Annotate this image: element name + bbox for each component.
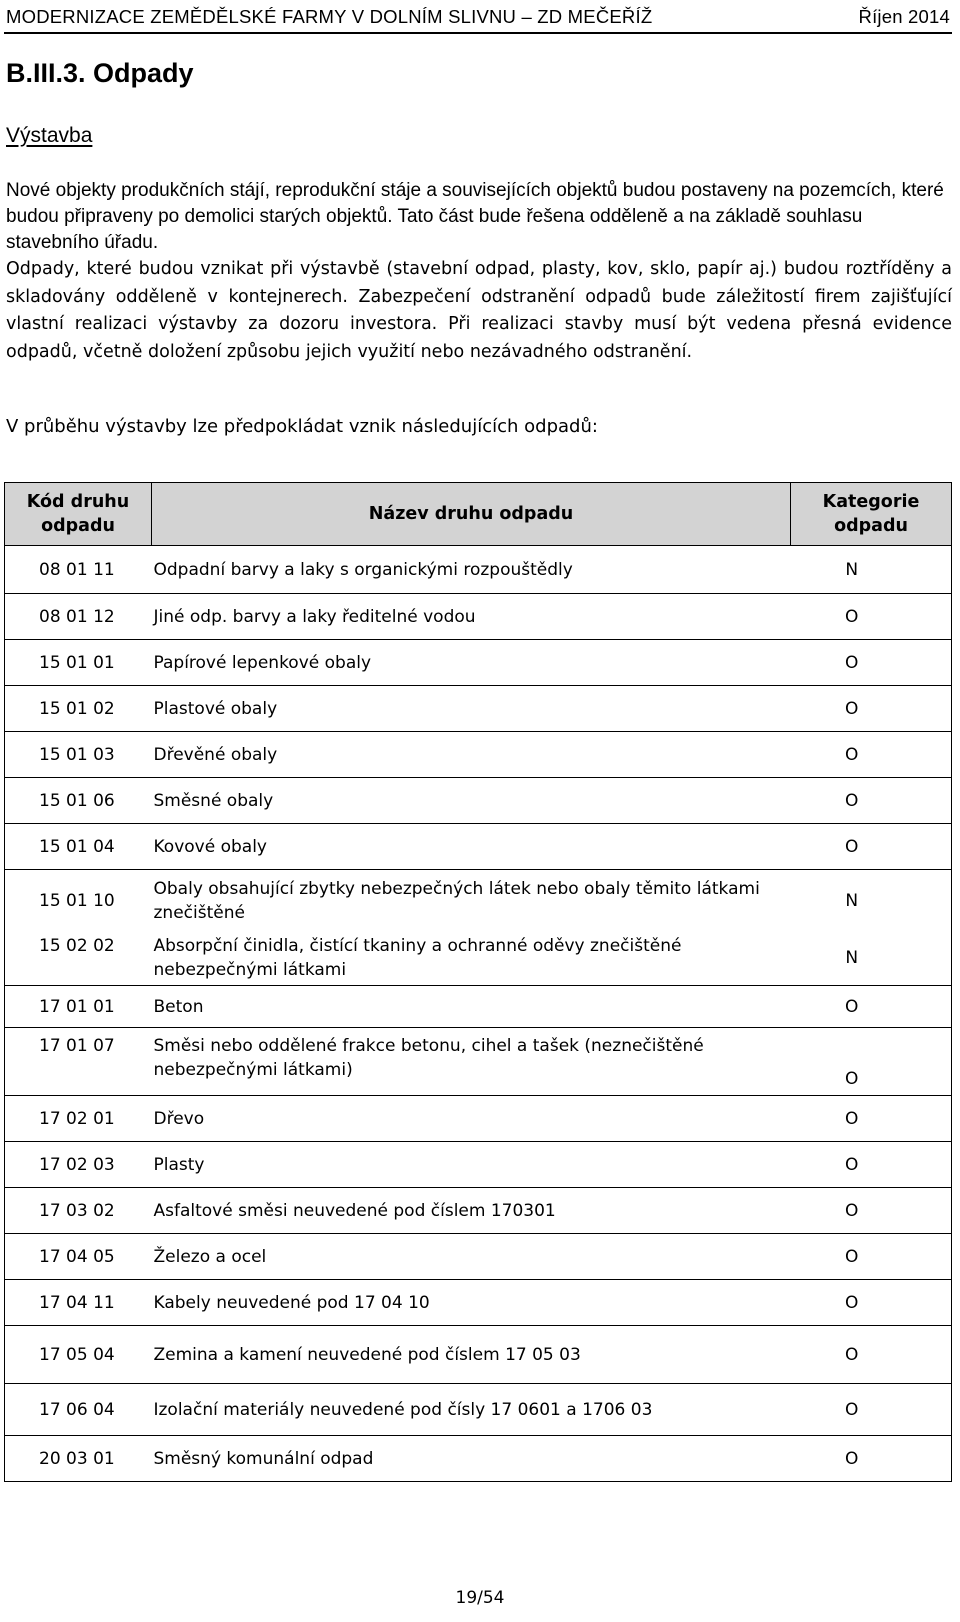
table-row: [5, 1326, 952, 1384]
waste-code: 15 02 02: [39, 935, 115, 956]
waste-name: Směsi nebo oddělené frakce betonu, cihel a tašek (neznečištěné nebezpečnými látkami): [152, 1028, 791, 1096]
waste-code: 08 01 11: [5, 546, 152, 594]
waste-name: Kovové obaly: [152, 824, 791, 870]
waste-name: Izolační materiály neuvedené pod čísly 17 0601 a 1706 03: [152, 1384, 791, 1436]
waste-table-body: [5, 546, 952, 1482]
waste-name: Obaly obsahující zbytky nebezpečných látek nebo obaly těmito látkami znečištěné: [152, 870, 791, 932]
header-code: Kód druhu odpadu: [5, 483, 152, 546]
waste-name: Asfaltové směsi neuvedené pod číslem 170301: [152, 1188, 791, 1234]
waste-category: O: [791, 1234, 952, 1280]
table-row: [5, 932, 952, 986]
paragraph-waste-handling: Odpady, které budou vznikat při výstavbě (stavební odpad, plasty, kov, sklo, papír aj.) budou roztříděny a skladovány odděleně v kontejnerech. Zabezpečení odstranění odpadů bude záležitostí firem zajišťující vlastní realizaci výstavby za dozoru investora. Při realizaci stavby musí být vedena přesná evidence odpadů, včetně doložení způsobu jejich využití nebo nezávadného odstranění.: [6, 259, 952, 362]
waste-name: Papírové lepenkové obaly: [152, 640, 791, 686]
waste-code: 15 01 03: [5, 732, 152, 778]
waste-name: Dřevo: [152, 1096, 791, 1142]
document-title: MODERNIZACE ZEMĚDĚLSKÉ FARMY V DOLNÍM SLIVNU – ZD MEČEŘÍŽ: [6, 6, 653, 27]
page-number: 19/54: [455, 1588, 505, 1608]
waste-code: 15 01 02: [5, 686, 152, 732]
document-date: Říjen 2014: [858, 6, 950, 27]
waste-name: Kabely neuvedené pod 17 04 10: [152, 1280, 791, 1326]
waste-category: O: [791, 1096, 952, 1142]
table-intro: V průběhu výstavby lze předpokládat vznik následujících odpadů:: [6, 416, 598, 437]
subsection-heading: Výstavba: [6, 124, 93, 147]
waste-category: O: [791, 1028, 952, 1096]
waste-code: 17 02 01: [5, 1096, 152, 1142]
waste-code: 17 02 03: [5, 1142, 152, 1188]
waste-category: O: [791, 986, 952, 1028]
waste-name: Plasty: [152, 1142, 791, 1188]
waste-name: Odpadní barvy a laky s organickými rozpouštědly: [152, 546, 791, 594]
waste-category: O: [791, 594, 952, 640]
waste-name: Beton: [152, 986, 791, 1028]
waste-name: Zemina a kamení neuvedené pod číslem 17 05 03: [152, 1326, 791, 1384]
waste-code: 17 03 02: [5, 1188, 152, 1234]
table-row: [5, 1234, 952, 1280]
waste-name: Železo a ocel: [152, 1234, 791, 1280]
table-row: [5, 732, 952, 778]
table-row: [5, 824, 952, 870]
waste-table: [4, 482, 952, 1482]
waste-name: Směsný komunální odpad: [152, 1436, 791, 1482]
table-row: [5, 778, 952, 824]
waste-name: Absorpční činidla, čistící tkaniny a ochranné oděvy znečištěné nebezpečnými látkami: [153, 935, 682, 980]
waste-category: O: [791, 1188, 952, 1234]
waste-code: 15 01 04: [5, 824, 152, 870]
waste-code: 15 01 06: [5, 778, 152, 824]
waste-category: O: [791, 1142, 952, 1188]
table-row: [5, 594, 952, 640]
header-name: Název druhu odpadu: [152, 483, 791, 546]
waste-category: N: [845, 948, 859, 969]
waste-category: O: [791, 778, 952, 824]
table-row: [5, 1142, 952, 1188]
waste-code: 15 01 10: [5, 870, 152, 932]
table-row: [5, 1096, 952, 1142]
waste-code: 08 01 12: [5, 594, 152, 640]
waste-category: O: [791, 1436, 952, 1482]
waste-category: O: [791, 732, 952, 778]
header-category: Kategorie odpadu: [791, 483, 952, 546]
table-row: [5, 546, 952, 594]
waste-code: 17 04 11: [5, 1280, 152, 1326]
table-row: [5, 870, 952, 932]
table-row: [5, 1188, 952, 1234]
waste-code: 17 04 05: [5, 1234, 152, 1280]
waste-category: O: [791, 1326, 952, 1384]
waste-category: N: [791, 546, 952, 594]
waste-name: Směsné obaly: [152, 778, 791, 824]
waste-name: Plastové obaly: [152, 686, 791, 732]
waste-category: O: [791, 824, 952, 870]
table-row: [5, 1436, 952, 1482]
table-row: [5, 1028, 952, 1096]
waste-name: Dřevěné obaly: [152, 732, 791, 778]
table-header-row: [5, 483, 952, 546]
waste-category: O: [791, 1280, 952, 1326]
table-row: [5, 640, 952, 686]
table-row: [5, 1384, 952, 1436]
table-row: [5, 1280, 952, 1326]
waste-code: 17 01 01: [5, 986, 152, 1028]
waste-code: 17 01 07: [5, 1028, 152, 1096]
waste-code: 17 05 04: [5, 1326, 152, 1384]
waste-code: 15 01 01: [5, 640, 152, 686]
page-header: [4, 4, 952, 34]
waste-code: 17 06 04: [5, 1384, 152, 1436]
waste-category: N: [791, 870, 952, 932]
section-heading: B.III.3. Odpady: [6, 58, 194, 88]
paragraph-construction: Nové objekty produkčních stájí, reprodukční stáje a souvisejících objektů budou postaveny na pozemcích, které budou připraveny po demolici starých objektů. Tato část bude řešena odděleně a na základě souhlasu stavebního úřadu.: [6, 180, 944, 253]
waste-code: 20 03 01: [5, 1436, 152, 1482]
waste-category: O: [791, 1384, 952, 1436]
waste-category: O: [791, 640, 952, 686]
waste-category: O: [791, 686, 952, 732]
table-row: [5, 986, 952, 1028]
waste-name: Jiné odp. barvy a laky ředitelné vodou: [152, 594, 791, 640]
table-row: [5, 686, 952, 732]
